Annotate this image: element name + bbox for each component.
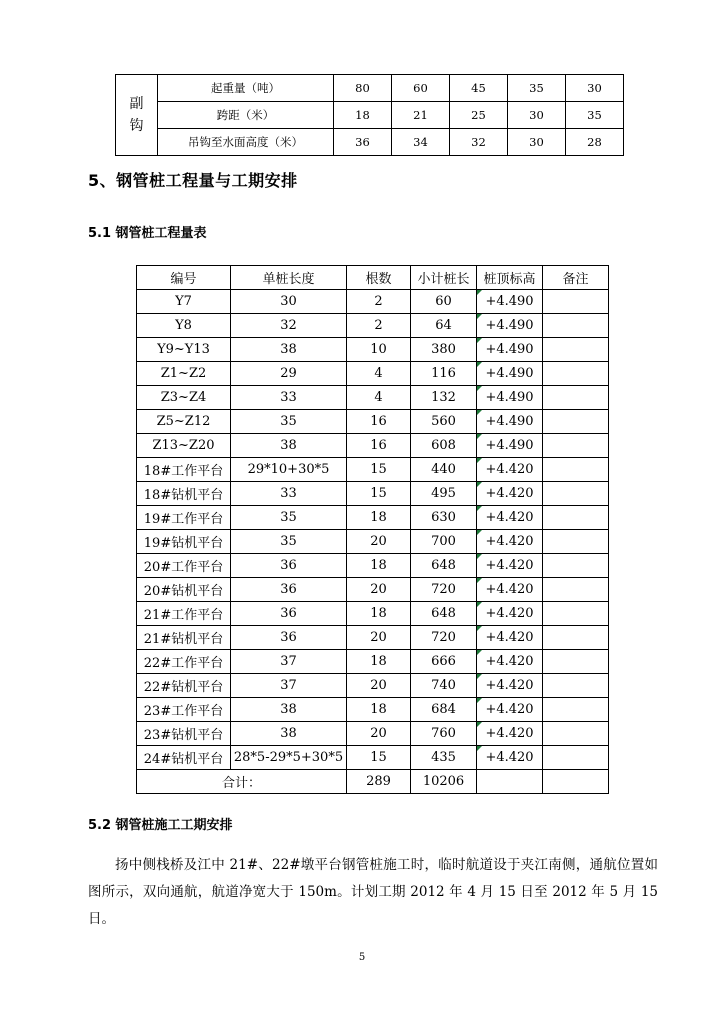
cell-subtotal: 60 — [411, 290, 477, 314]
cell-subtotal: 608 — [411, 434, 477, 458]
cell-elevation: +4.420 — [477, 746, 543, 770]
cell-id: 19#工作平台 — [137, 506, 231, 530]
cell-elevation: +4.420 — [477, 674, 543, 698]
cell-note — [543, 482, 609, 506]
cell-elevation: +4.420 — [477, 530, 543, 554]
cell-elevation: +4.420 — [477, 482, 543, 506]
cell-length: 35 — [231, 530, 347, 554]
cell-subtotal: 560 — [411, 410, 477, 434]
schedule-paragraph: 扬中侧栈桥及江中 21#、22#墩平台钢管桩施工时，临时航道设于夹江南侧，通航位置如图所示，双向通航，航道净宽大于 150m。计划工期 2012 年 4 月 15 日至 2012 年 5 月 15 日。 — [88, 857, 658, 927]
total-note-empty — [543, 770, 609, 794]
col-header-note: 备注 — [543, 266, 609, 290]
crane-row-label: 跨距（米） — [158, 102, 334, 129]
cell-id: Z1~Z2 — [137, 362, 231, 386]
cell-elevation: +4.420 — [477, 698, 543, 722]
cell-count: 20 — [347, 722, 411, 746]
cell-count: 2 — [347, 314, 411, 338]
table-row — [137, 362, 609, 386]
cell-id: Z5~Z12 — [137, 410, 231, 434]
table-row — [137, 482, 609, 506]
cell-id: 18#钻机平台 — [137, 482, 231, 506]
table-row — [137, 602, 609, 626]
crane-cell: 30 — [508, 129, 566, 156]
cell-subtotal: 435 — [411, 746, 477, 770]
cell-length: 29*10+30*5 — [231, 458, 347, 482]
table-row — [137, 290, 609, 314]
crane-cell: 35 — [566, 102, 624, 129]
cell-length: 33 — [231, 482, 347, 506]
cell-count: 15 — [347, 482, 411, 506]
col-header-id: 编号 — [137, 266, 231, 290]
cell-length: 28*5-29*5+30*5 — [231, 746, 347, 770]
table-row — [137, 314, 609, 338]
cell-count: 16 — [347, 410, 411, 434]
crane-table-row — [116, 129, 624, 156]
cell-length: 36 — [231, 626, 347, 650]
cell-subtotal: 132 — [411, 386, 477, 410]
cell-note — [543, 434, 609, 458]
table-row — [137, 506, 609, 530]
cell-note — [543, 458, 609, 482]
crane-cell: 32 — [450, 129, 508, 156]
cell-count: 20 — [347, 530, 411, 554]
crane-cell: 28 — [566, 129, 624, 156]
cell-subtotal: 740 — [411, 674, 477, 698]
cell-elevation: +4.420 — [477, 506, 543, 530]
cell-length: 36 — [231, 578, 347, 602]
col-header-elevation: 桩顶标高 — [477, 266, 543, 290]
table-row — [137, 674, 609, 698]
cell-subtotal: 648 — [411, 554, 477, 578]
cell-subtotal: 700 — [411, 530, 477, 554]
pile-quantity-table — [136, 265, 609, 794]
cell-note — [543, 722, 609, 746]
cell-subtotal: 64 — [411, 314, 477, 338]
cell-note — [543, 698, 609, 722]
pile-table-body — [137, 290, 609, 770]
crane-group-label: 副 钩 — [116, 75, 158, 156]
subsection-title-schedule: 5.2 钢管桩施工工期安排 — [88, 818, 233, 833]
cell-count: 4 — [347, 362, 411, 386]
page-number: 5 — [358, 952, 366, 963]
cell-subtotal: 116 — [411, 362, 477, 386]
cell-count: 18 — [347, 506, 411, 530]
cell-subtotal: 760 — [411, 722, 477, 746]
total-subtotal: 10206 — [411, 770, 477, 794]
col-header-subtotal: 小计桩长 — [411, 266, 477, 290]
cell-count: 16 — [347, 434, 411, 458]
crane-cell: 18 — [334, 102, 392, 129]
total-elevation-empty — [477, 770, 543, 794]
cell-id: 23#工作平台 — [137, 698, 231, 722]
cell-count: 4 — [347, 386, 411, 410]
cell-subtotal: 720 — [411, 578, 477, 602]
cell-id: Z13~Z20 — [137, 434, 231, 458]
table-row — [137, 410, 609, 434]
cell-note — [543, 362, 609, 386]
cell-elevation: +4.490 — [477, 386, 543, 410]
cell-id: 22#钻机平台 — [137, 674, 231, 698]
cell-subtotal: 380 — [411, 338, 477, 362]
col-header-length: 单桩长度 — [231, 266, 347, 290]
table-row — [137, 434, 609, 458]
cell-count: 15 — [347, 746, 411, 770]
cell-count: 15 — [347, 458, 411, 482]
cell-note — [543, 650, 609, 674]
crane-row-label: 起重量（吨） — [158, 75, 334, 102]
cell-note — [543, 746, 609, 770]
cell-count: 18 — [347, 602, 411, 626]
cell-id: Y7 — [137, 290, 231, 314]
crane-cell: 34 — [392, 129, 450, 156]
table-row — [137, 626, 609, 650]
cell-length: 37 — [231, 650, 347, 674]
crane-table-row — [116, 75, 624, 102]
cell-note — [543, 674, 609, 698]
total-label: 合计： — [137, 770, 347, 794]
cell-id: 19#钻机平台 — [137, 530, 231, 554]
cell-subtotal: 666 — [411, 650, 477, 674]
cell-note — [543, 410, 609, 434]
cell-length: 36 — [231, 554, 347, 578]
cell-length: 35 — [231, 506, 347, 530]
cell-note — [543, 626, 609, 650]
cell-elevation: +4.490 — [477, 410, 543, 434]
table-row — [137, 458, 609, 482]
table-row — [137, 386, 609, 410]
cell-elevation: +4.490 — [477, 338, 543, 362]
cell-id: 24#钻机平台 — [137, 746, 231, 770]
cell-count: 20 — [347, 578, 411, 602]
crane-cell: 36 — [334, 129, 392, 156]
cell-elevation: +4.490 — [477, 290, 543, 314]
section-title: 5、钢管桩工程量与工期安排 — [88, 171, 298, 190]
cell-subtotal: 720 — [411, 626, 477, 650]
cell-note — [543, 506, 609, 530]
table-row — [137, 650, 609, 674]
cell-length: 30 — [231, 290, 347, 314]
pile-table-total-row — [137, 770, 609, 794]
cell-id: 23#钻机平台 — [137, 722, 231, 746]
cell-elevation: +4.420 — [477, 578, 543, 602]
cell-note — [543, 314, 609, 338]
cell-elevation: +4.420 — [477, 722, 543, 746]
table-row — [137, 698, 609, 722]
pile-table-header-row — [137, 266, 609, 290]
cell-count: 2 — [347, 290, 411, 314]
crane-cell: 35 — [508, 75, 566, 102]
crane-capacity-table — [115, 74, 624, 156]
table-row — [137, 578, 609, 602]
crane-cell: 21 — [392, 102, 450, 129]
cell-subtotal: 495 — [411, 482, 477, 506]
table-row — [137, 338, 609, 362]
cell-subtotal: 630 — [411, 506, 477, 530]
crane-cell: 30 — [508, 102, 566, 129]
crane-cell: 80 — [334, 75, 392, 102]
cell-elevation: +4.420 — [477, 458, 543, 482]
cell-length: 38 — [231, 338, 347, 362]
cell-note — [543, 530, 609, 554]
cell-length: 33 — [231, 386, 347, 410]
cell-length: 38 — [231, 434, 347, 458]
crane-cell: 30 — [566, 75, 624, 102]
total-count: 289 — [347, 770, 411, 794]
cell-count: 20 — [347, 674, 411, 698]
cell-id: Z3~Z4 — [137, 386, 231, 410]
cell-elevation: +4.490 — [477, 434, 543, 458]
subsection-title-quantities: 5.1 钢管桩工程量表 — [88, 226, 207, 241]
cell-id: 22#工作平台 — [137, 650, 231, 674]
cell-count: 20 — [347, 626, 411, 650]
cell-elevation: +4.420 — [477, 554, 543, 578]
cell-id: 21#工作平台 — [137, 602, 231, 626]
cell-length: 38 — [231, 722, 347, 746]
col-header-count: 根数 — [347, 266, 411, 290]
cell-subtotal: 440 — [411, 458, 477, 482]
cell-elevation: +4.490 — [477, 362, 543, 386]
cell-id: Y8 — [137, 314, 231, 338]
crane-cell: 25 — [450, 102, 508, 129]
cell-note — [543, 554, 609, 578]
cell-length: 38 — [231, 698, 347, 722]
crane-row-label: 吊钩至水面高度（米） — [158, 129, 334, 156]
table-row — [137, 722, 609, 746]
cell-note — [543, 386, 609, 410]
table-row — [137, 746, 609, 770]
cell-id: 20#钻机平台 — [137, 578, 231, 602]
cell-id: Y9~Y13 — [137, 338, 231, 362]
cell-count: 18 — [347, 698, 411, 722]
cell-length: 36 — [231, 602, 347, 626]
cell-id: 20#工作平台 — [137, 554, 231, 578]
cell-note — [543, 338, 609, 362]
cell-note — [543, 290, 609, 314]
cell-elevation: +4.420 — [477, 650, 543, 674]
cell-elevation: +4.420 — [477, 626, 543, 650]
crane-cell: 60 — [392, 75, 450, 102]
cell-length: 37 — [231, 674, 347, 698]
cell-elevation: +4.490 — [477, 314, 543, 338]
cell-note — [543, 578, 609, 602]
cell-subtotal: 684 — [411, 698, 477, 722]
cell-elevation: +4.420 — [477, 602, 543, 626]
crane-cell: 45 — [450, 75, 508, 102]
cell-length: 29 — [231, 362, 347, 386]
crane-table-body — [116, 75, 624, 156]
cell-count: 18 — [347, 554, 411, 578]
table-row — [137, 530, 609, 554]
cell-note — [543, 602, 609, 626]
cell-length: 35 — [231, 410, 347, 434]
cell-count: 18 — [347, 650, 411, 674]
cell-subtotal: 648 — [411, 602, 477, 626]
cell-length: 32 — [231, 314, 347, 338]
cell-id: 18#工作平台 — [137, 458, 231, 482]
cell-count: 10 — [347, 338, 411, 362]
cell-id: 21#钻机平台 — [137, 626, 231, 650]
crane-table-row — [116, 102, 624, 129]
table-row — [137, 554, 609, 578]
